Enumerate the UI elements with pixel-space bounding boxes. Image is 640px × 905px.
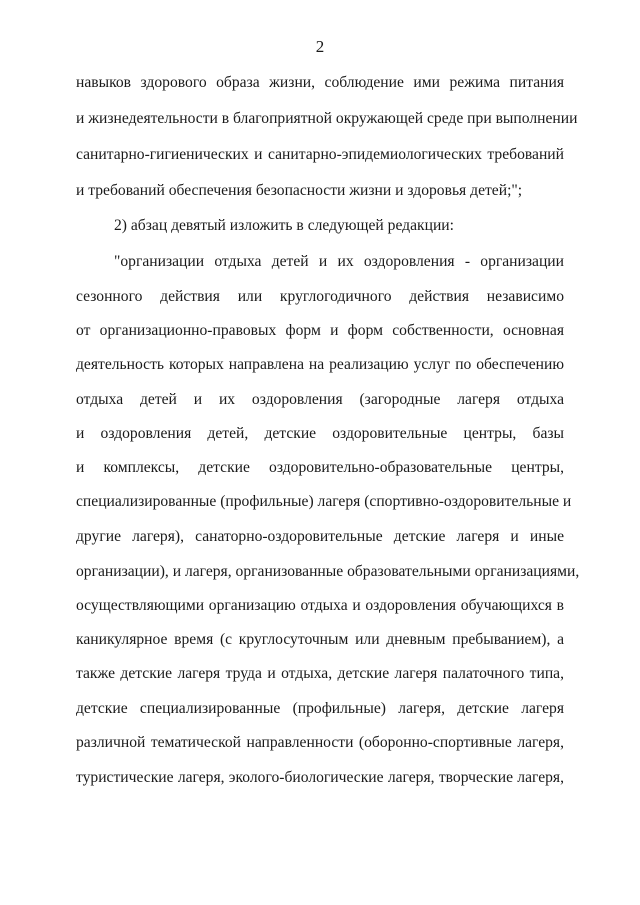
- text-line: "организации отдыха детей и их оздоровления - организации: [114, 253, 564, 270]
- text-line: организации), и лагеря, организованные образовательными организациями,: [76, 563, 580, 580]
- text-line: специализированные (профильные) лагеря (спортивно-оздоровительные и: [76, 493, 572, 510]
- text-line: и комплексы, детские оздоровительно-образовательные центры,: [76, 459, 564, 476]
- text-line: детские специализированные (профильные) лагеря, детские лагеря: [76, 700, 564, 717]
- text-line: другие лагеря), санаторно-оздоровительные детские лагеря и иные: [76, 528, 564, 545]
- text-line: и жизнедеятельности в благоприятной окружающей среде при выполнении: [76, 110, 578, 127]
- text-line: деятельность которых направлена на реализацию услуг по обеспечению: [76, 356, 564, 373]
- text-line: туристические лагеря, эколого-биологические лагеря, творческие лагеря,: [76, 769, 564, 786]
- text-line: и требований обеспечения безопасности жизни и здоровья детей;";: [76, 182, 523, 199]
- text-line: осуществляющими организацию отдыха и оздоровления обучающихся в: [76, 597, 564, 614]
- text-line: и оздоровления детей, детские оздоровительные центры, базы: [76, 425, 564, 442]
- paragraph-heading: 2) абзац девятый изложить в следующей редакции:: [114, 217, 454, 234]
- text-line: отдыха детей и их оздоровления (загородные лагеря отдыха: [76, 391, 564, 408]
- text-line: сезонного действия или круглогодичного действия независимо: [76, 288, 564, 305]
- text-line: от организационно-правовых форм и форм собственности, основная: [76, 322, 564, 339]
- text-line: каникулярное время (с круглосуточным или дневным пребыванием), а: [76, 631, 564, 648]
- text-line: также детские лагеря труда и отдыха, детские лагеря палаточного типа,: [76, 665, 564, 682]
- text-line: различной тематической направленности (оборонно-спортивные лагеря,: [76, 734, 564, 751]
- page-number: 2: [315, 37, 325, 56]
- text-line: санитарно-гигиенических и санитарно-эпидемиологических требований: [76, 146, 564, 163]
- text-line: навыков здорового образа жизни, соблюдение ими режима питания: [76, 74, 564, 91]
